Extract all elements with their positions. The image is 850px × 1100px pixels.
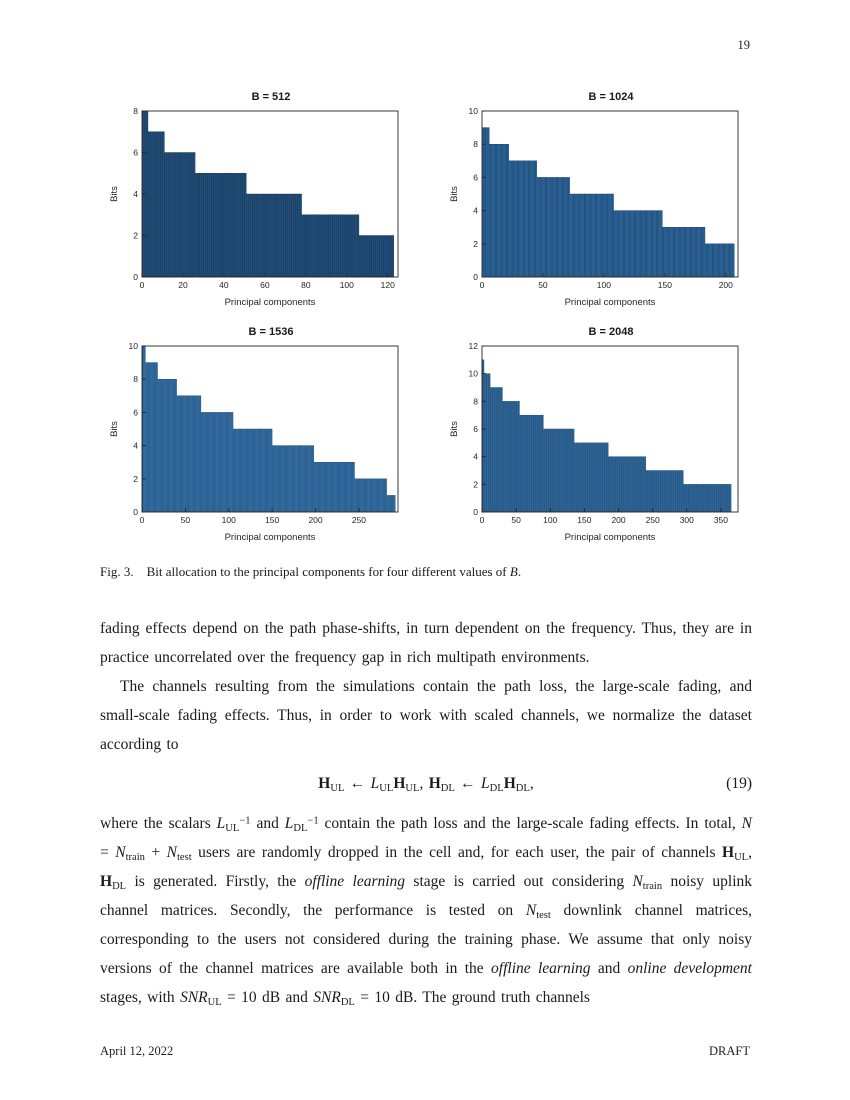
text-run: test [177, 852, 192, 864]
y-axis-label: Bits [449, 186, 460, 202]
text-run: UL [330, 783, 345, 795]
text-run: stage is carried out considering [405, 873, 633, 890]
text-run: N [632, 873, 643, 890]
text-run: UL [405, 783, 420, 795]
text-run: = 10 dB. The ground truth channels [354, 989, 590, 1006]
text-run: fading effects depend on the path phase-shifts, in turn dependent on the frequency. Thus, they are in practice uncorrelated over the frequency gap in rich multipath environments. [100, 620, 752, 666]
text-run: DL [515, 783, 530, 795]
svg-text:4: 4 [473, 451, 478, 462]
bar-chart-canvas [106, 340, 406, 546]
text-run: The channels resulting from the simulations contain the path loss, the large-scale fading, and small-scale fading effects. Thus, in order to work with scaled channels, we normalize the dataset according to [100, 678, 752, 753]
body-paragraph-1 [100, 614, 752, 672]
text-run: H [393, 775, 406, 792]
body-paragraph-3 [100, 809, 752, 1012]
x-axis-label: Principal components [564, 297, 656, 308]
svg-text:50: 50 [538, 280, 548, 290]
text-run: UL [207, 997, 222, 1009]
svg-text:6: 6 [133, 407, 138, 418]
text-run: L [481, 775, 490, 792]
text-run: train [125, 852, 145, 864]
text-run: N [741, 815, 752, 832]
text-run: L [370, 775, 380, 792]
text-run: UL [734, 852, 749, 864]
svg-text:100: 100 [221, 515, 236, 525]
x-axis-label: Principal components [224, 297, 316, 308]
equation-19 [100, 769, 752, 799]
text-run: ← [344, 775, 371, 792]
text-run: train [642, 881, 663, 893]
text-run: L [216, 815, 226, 832]
text-run: noisy uplink channel matrices. Secondly, the performance is tested on [100, 873, 752, 919]
text-run: B [509, 564, 518, 579]
text-run: H [100, 873, 113, 890]
svg-text:2: 2 [133, 473, 138, 484]
svg-text:4: 4 [473, 205, 478, 216]
text-run: offline learning [491, 960, 591, 977]
text-run: stages, with [100, 989, 181, 1006]
text-run: offline learning [304, 873, 406, 890]
svg-text:0: 0 [473, 507, 478, 517]
text-run: UL [379, 783, 394, 795]
page-footer [100, 1044, 750, 1059]
svg-text:10: 10 [468, 106, 478, 116]
svg-text:60: 60 [260, 280, 270, 290]
text-run: where the scalars [100, 815, 217, 832]
svg-text:150: 150 [265, 515, 280, 525]
text-run: N [166, 844, 177, 861]
svg-text:150: 150 [577, 515, 592, 525]
y-axis-label: Bits [109, 186, 120, 202]
bars [482, 128, 734, 277]
text-run: H [503, 775, 516, 792]
figure-3 [100, 90, 760, 580]
svg-text:100: 100 [339, 280, 354, 290]
svg-text:8: 8 [133, 374, 138, 385]
chart-b1536 [106, 325, 406, 546]
text-run: ← [454, 775, 482, 792]
text-run: SNR [180, 989, 208, 1006]
svg-text:200: 200 [611, 515, 626, 525]
text-run: DL [293, 823, 308, 835]
svg-text:10: 10 [468, 368, 478, 379]
svg-text:350: 350 [713, 515, 729, 525]
text-run: contain the path loss and the large-scale fading effects. In total, [318, 815, 742, 832]
svg-text:200: 200 [308, 515, 323, 525]
chart-title: B = 512 [251, 91, 291, 103]
bar-chart-canvas [446, 105, 746, 311]
chart-title: B = 1536 [248, 326, 294, 338]
svg-text:250: 250 [645, 515, 660, 525]
footer-draft: DRAFT [709, 1044, 750, 1058]
body-paragraph-2 [100, 672, 752, 759]
text-run: and [250, 815, 285, 832]
text-run: DL [489, 783, 504, 795]
svg-text:300: 300 [679, 515, 694, 525]
svg-text:0: 0 [139, 515, 145, 525]
svg-text:150: 150 [657, 280, 672, 290]
figure-caption [100, 564, 760, 580]
svg-text:120: 120 [380, 280, 395, 290]
text-run: H [428, 775, 441, 792]
text-run: downlink channel matrices, corresponding to the users not considered during the training phase. We assume that only noisy versions of the channel matrices are available both in the [100, 902, 752, 977]
text-run: . [517, 564, 522, 579]
svg-text:0: 0 [473, 272, 478, 282]
svg-text:12: 12 [468, 341, 478, 351]
svg-text:8: 8 [473, 396, 478, 407]
bars [142, 346, 395, 512]
text-run: UL [225, 823, 240, 835]
svg-text:8: 8 [133, 106, 138, 116]
y-axis-label: Bits [109, 421, 120, 437]
svg-text:50: 50 [511, 515, 521, 525]
text-run: and [590, 960, 628, 977]
text-run: , [529, 775, 534, 792]
chart-b2048 [446, 325, 746, 546]
bars [142, 111, 394, 277]
svg-text:2: 2 [473, 479, 478, 490]
text-run: online development [627, 960, 752, 977]
text-run: Fig. 3. Bit allocation to the principal components for four different values of [100, 564, 510, 579]
text-run: −1 [239, 815, 251, 827]
text-run: , [419, 775, 429, 792]
chart-b1024 [446, 90, 746, 311]
chart-title: B = 2048 [588, 326, 634, 338]
text-run: −1 [307, 815, 319, 827]
charts-grid [106, 90, 760, 546]
bars [482, 360, 731, 512]
svg-text:6: 6 [473, 424, 478, 434]
x-axis-label: Principal components [564, 532, 656, 543]
svg-text:50: 50 [180, 515, 191, 525]
svg-text:20: 20 [178, 280, 188, 290]
page-number: 19 [737, 38, 750, 52]
equation-number: (19) [726, 775, 752, 792]
svg-text:4: 4 [133, 189, 138, 199]
text-run: = [100, 844, 116, 861]
svg-text:0: 0 [479, 515, 485, 525]
svg-text:100: 100 [543, 515, 558, 525]
text-run: N [115, 844, 126, 861]
svg-text:0: 0 [133, 507, 138, 517]
text-run: is generated. Firstly, the [126, 873, 305, 890]
svg-text:2: 2 [473, 238, 478, 249]
text-run: test [536, 910, 551, 922]
x-axis-label: Principal components [224, 532, 316, 543]
text-run: users are randomly dropped in the cell and, for each user, the pair of channels [191, 844, 722, 861]
body-text [100, 614, 752, 1012]
svg-text:80: 80 [301, 280, 311, 290]
chart-plot [106, 105, 406, 311]
text-run: = 10 dB and [221, 989, 314, 1006]
svg-text:0: 0 [139, 280, 145, 290]
chart-plot [446, 105, 746, 311]
text-run: DL [340, 997, 355, 1009]
text-run: N [525, 902, 537, 919]
bar-chart-canvas [446, 340, 746, 546]
text-run: + [144, 844, 167, 861]
text-run: H [722, 844, 735, 861]
bar-chart-canvas [106, 105, 406, 311]
svg-text:4: 4 [133, 440, 138, 451]
svg-text:6: 6 [473, 172, 478, 183]
equation-body [318, 775, 534, 795]
svg-text:200: 200 [718, 280, 733, 290]
svg-text:10: 10 [128, 341, 138, 351]
text-run: , [748, 844, 752, 861]
text-run: H [318, 775, 331, 792]
text-run: DL [112, 881, 127, 893]
chart-plot [446, 340, 746, 546]
svg-text:40: 40 [219, 280, 229, 290]
chart-b512 [106, 90, 406, 311]
svg-text:8: 8 [473, 139, 478, 150]
y-axis-label: Bits [449, 421, 460, 437]
text-run: SNR [313, 989, 341, 1006]
footer-date: April 12, 2022 [100, 1044, 174, 1058]
text-run: DL [440, 783, 455, 795]
chart-plot [106, 340, 406, 546]
svg-text:250: 250 [351, 515, 367, 525]
svg-text:2: 2 [133, 230, 138, 241]
text-run: L [284, 815, 294, 832]
chart-title: B = 1024 [588, 91, 634, 103]
svg-text:100: 100 [596, 280, 611, 290]
svg-text:0: 0 [133, 272, 138, 282]
svg-text:0: 0 [479, 280, 485, 290]
svg-text:6: 6 [133, 147, 138, 158]
